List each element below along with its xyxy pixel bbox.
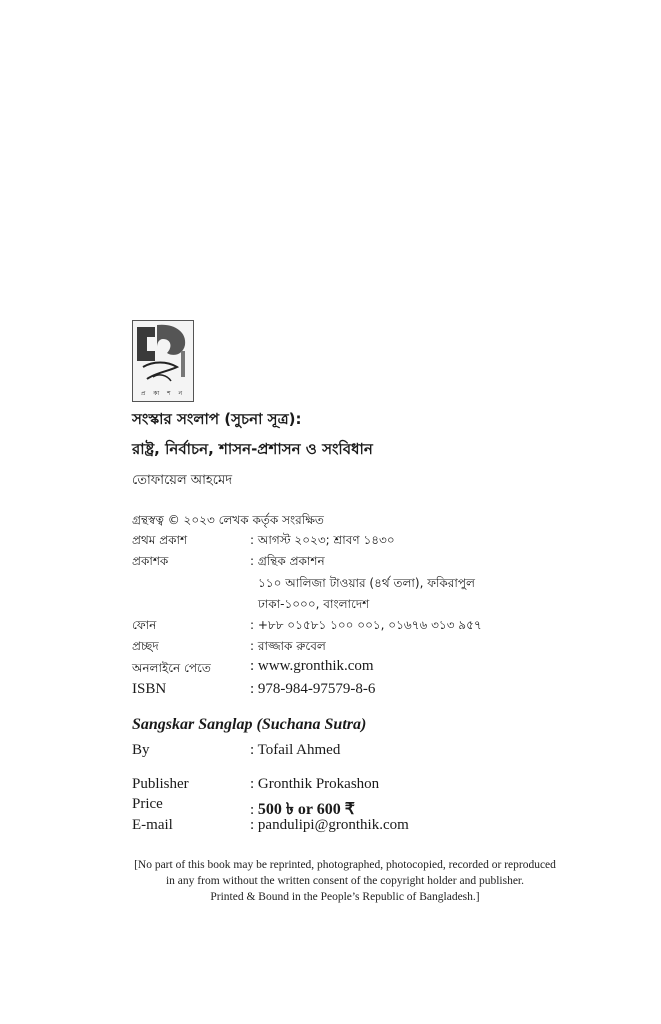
copyright-notice-line-2: in any from without the written consent of the copyright holder and publisher. (165, 875, 525, 887)
cover-label: প্রচ্ছদ (132, 639, 159, 653)
email-link[interactable]: : pandulipi@gronthik.com (250, 817, 409, 833)
by-label: By (132, 742, 150, 758)
address-text-2: ঢাকা-১০০০, বাংলাদেশ (258, 597, 370, 611)
publisher-label-en: Publisher (132, 776, 189, 792)
copyright-line (132, 512, 324, 532)
english-title: Sangskar Sanglap (Suchana Sutra) (132, 716, 367, 733)
price-value: 500 ৳ or 600 ₹ (257, 801, 355, 818)
first-publication-label: প্রথম প্রকাশ (132, 533, 188, 547)
first-publication-value: : আগস্ট ২০২৩; শ্রাবণ ১৪৩০ (250, 533, 395, 547)
isbn-label: ISBN (132, 681, 167, 697)
logo-caption: প্র কা শ ন (140, 390, 186, 397)
book-title-line-1: সংস্কার সংলাপ (সুচনা সূত্র): (132, 410, 302, 428)
phone-value: : +৮৮ ০১৫৮১ ১০০ ০০১, ০১৬৭৬ ৩১৩ ৯৫৭ (250, 618, 482, 632)
price-label: Price (132, 796, 163, 812)
email-label: E-mail (132, 817, 173, 833)
publisher-logo (132, 320, 194, 402)
author-name: তোফায়েল আহমেদ (132, 473, 233, 488)
price-colon: : (250, 802, 258, 818)
book-title-line-2: রাষ্ট্র, নির্বাচন, শাসন-প্রশাসন ও সংবিধান (132, 440, 373, 458)
copyright-notice-line-3: Printed & Bound in the People’s Republic of Bangladesh.] (210, 891, 480, 903)
phone-label: ফোন (132, 618, 157, 632)
copyright-text: গ্রন্থস্বত্ব © ২০২৩ লেখক কর্তৃক সংরক্ষিত (132, 513, 324, 527)
publisher-logo-mark (133, 321, 193, 389)
publisher-value-en: : Gronthik Prokashon (250, 776, 380, 792)
online-label: অনলাইনে পেতে (132, 661, 211, 675)
publisher-label-bn: প্রকাশক (132, 554, 169, 568)
isbn-value: : 978-984-97579-8-6 (250, 681, 376, 697)
publisher-value-bn: : গ্রন্থিক প্রকাশন (250, 554, 325, 568)
cover-value: : রাজ্জাক রুবেল (250, 639, 326, 653)
address-text-1: ১১০ আলিজা টাওয়ার (৪র্থ তলা), ফকিরাপুল (258, 576, 475, 590)
by-value: : Tofail Ahmed (250, 742, 341, 758)
copyright-notice-line-1: [No part of this book may be reprinted, photographed, photocopied, recorded or reproduced (134, 859, 556, 871)
website-link[interactable]: : www.gronthik.com (250, 658, 374, 674)
